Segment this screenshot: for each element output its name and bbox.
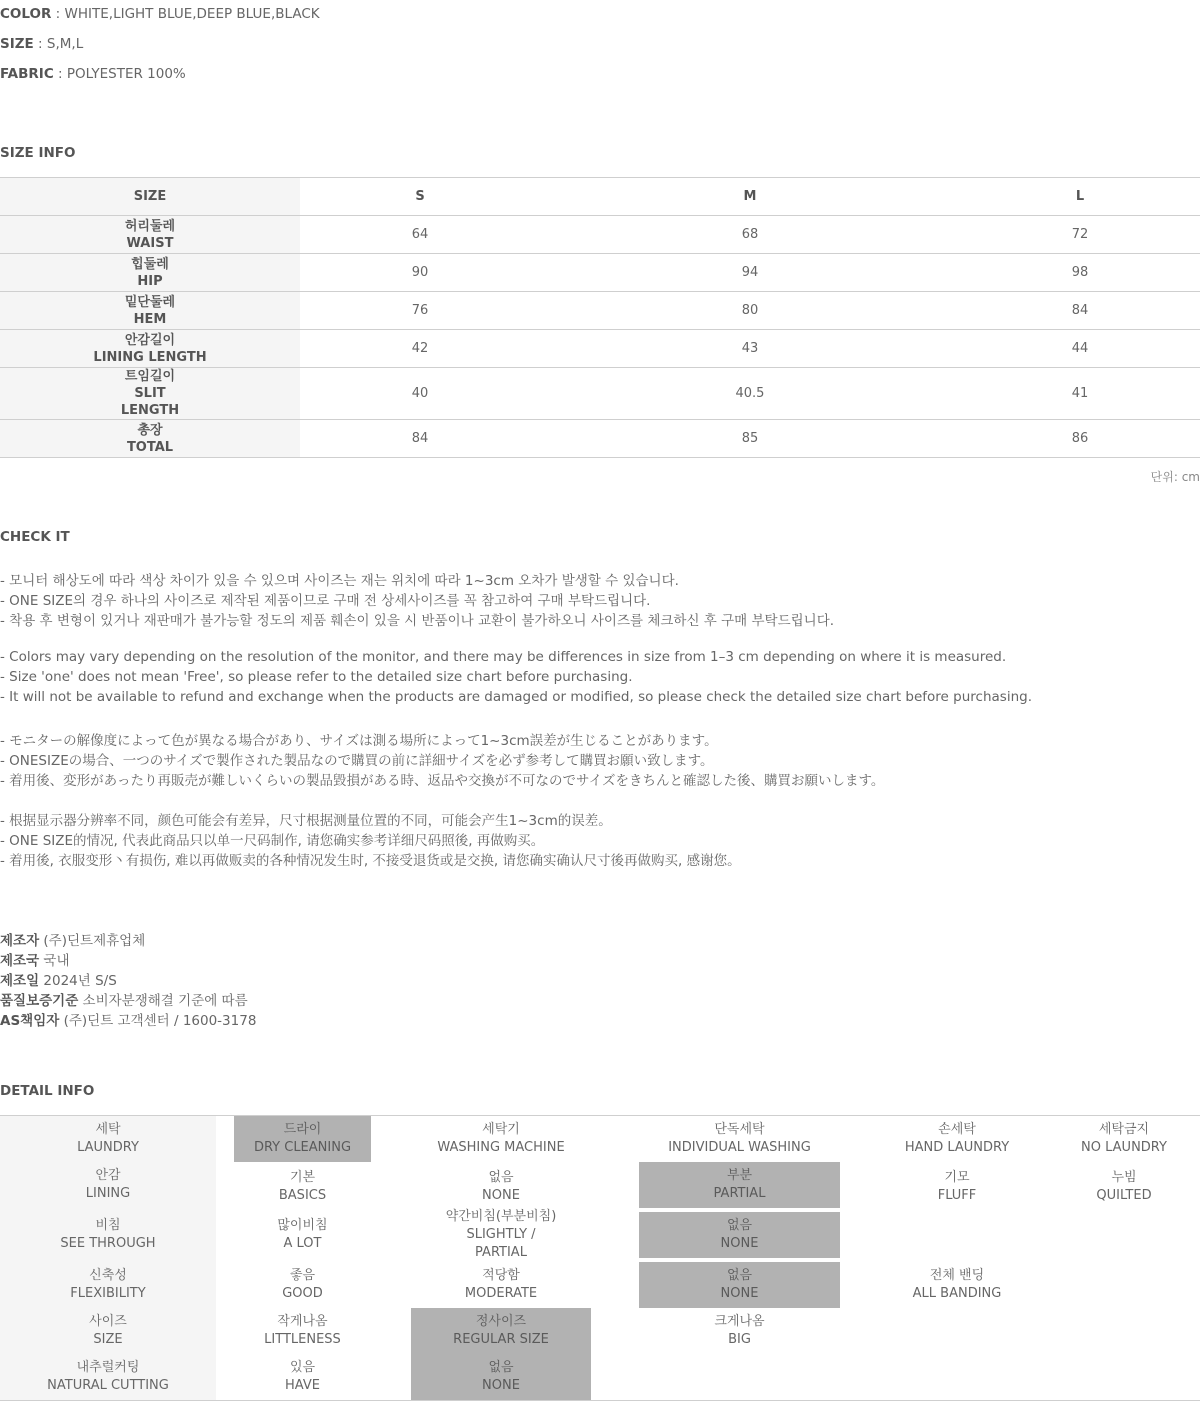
size-info-title: SIZE INFO	[0, 145, 76, 161]
maker-label: 제조자	[0, 933, 40, 949]
note-line: - 着用後、変形があったり再販売が難しいくらいの製品毀損がある時、返品や交換が不可なのでサイズをきちんと確認した後、購買お願いします。	[0, 773, 885, 789]
detail-option-selected	[234, 1116, 371, 1162]
table-header-cell: M	[540, 178, 960, 216]
detail-label-ko: 내추럴커팅	[76, 1360, 140, 1375]
row-label-en: SLIT	[134, 386, 166, 401]
note-line: - 착용 후 변형이 있거나 재판매가 불가능할 정도의 제품 훼손이 있을 시 반품이나 교환이 불가하오니 사이즈를 체크하신 후 구매 부탁드립니다.	[0, 613, 835, 629]
option-ko: 많이비침	[277, 1218, 328, 1233]
detail-option	[639, 1308, 840, 1354]
option-ko: 크게나옴	[714, 1314, 765, 1329]
option-en: PARTIAL	[713, 1186, 766, 1201]
option-en: QUILTED	[1096, 1188, 1152, 1203]
check-it-title: CHECK IT	[0, 529, 70, 545]
detail-option	[877, 1116, 1037, 1162]
row-label	[0, 216, 300, 254]
detail-option	[1049, 1116, 1199, 1162]
table-cell: 40	[300, 368, 540, 420]
detail-option	[234, 1262, 371, 1308]
maker-line	[0, 929, 145, 949]
detail-option	[877, 1164, 1037, 1210]
table-cell: 68	[540, 216, 960, 254]
note-line: - It will not be available to refund and exchange when the products are damaged or modified, so please check the detailed size chart before purchasing.	[0, 689, 1032, 705]
option-ko: 작게나옴	[277, 1314, 328, 1329]
detail-option-selected	[639, 1162, 840, 1208]
detail-label-en: NATURAL CUTTING	[47, 1378, 169, 1393]
detail-option	[411, 1164, 591, 1210]
detail-label-en: SEE THROUGH	[60, 1236, 156, 1251]
spec-value: : POLYESTER 100%	[53, 66, 186, 82]
table-cell: 90	[300, 254, 540, 292]
option-ko: 없음	[488, 1170, 514, 1185]
table-row	[0, 330, 1200, 368]
table-header-cell: SIZE	[0, 178, 300, 216]
maker-value: 소비자분쟁해결 기준에 따름	[78, 993, 248, 1009]
spec-size	[0, 36, 83, 52]
row-label	[0, 330, 300, 368]
row-label-en: HIP	[137, 273, 163, 289]
row-label-ko: 힙둘레	[131, 256, 169, 272]
detail-row-label	[0, 1212, 216, 1258]
note-line: - 모니터 해상도에 따라 색상 차이가 있을 수 있으며 사이즈는 재는 위치에 따라 1~3cm 오차가 발생할 수 있습니다.	[0, 573, 679, 589]
size-table	[0, 177, 1200, 458]
option-en: ALL BANDING	[912, 1286, 1002, 1301]
row-label-ko: 트임길이	[124, 369, 176, 384]
spec-label: COLOR	[0, 6, 52, 22]
row-label-ko: 허리둘레	[124, 218, 176, 234]
detail-option	[234, 1354, 371, 1400]
spec-color	[0, 6, 320, 22]
option-ko: 없음	[726, 1268, 753, 1283]
detail-info-title: DETAIL INFO	[0, 1083, 95, 1099]
option-en: BIG	[728, 1332, 751, 1347]
maker-line	[0, 989, 248, 1009]
detail-label-ko: 세탁	[95, 1122, 121, 1137]
table-row	[0, 216, 1200, 254]
row-label	[0, 368, 300, 420]
option-en: SLIGHTLY /	[466, 1227, 536, 1242]
option-en: PARTIAL	[475, 1245, 527, 1260]
row-label-ko: 총장	[137, 422, 163, 438]
row-label	[0, 254, 300, 292]
detail-option	[234, 1308, 371, 1354]
detail-label-en: LAUNDRY	[77, 1140, 139, 1155]
detail-option-selected	[411, 1308, 591, 1354]
table-row	[0, 368, 1200, 420]
row-label-ko: 밑단둘레	[124, 294, 176, 310]
note-line: - ONE SIZE의 경우 하나의 사이즈로 제작된 제품이므로 구매 전 상세사이즈를 꼭 참고하여 구매 부탁드립니다.	[0, 593, 651, 609]
table-cell: 98	[960, 254, 1200, 292]
row-label-en: HEM	[133, 311, 167, 327]
detail-label-en: LINING	[85, 1186, 131, 1201]
option-ko: 정사이즈	[475, 1314, 527, 1329]
option-ko: 손세탁	[938, 1122, 976, 1137]
note-line: - Size 'one' does not mean 'Free', so please refer to the detailed size chart before purchasing.	[0, 669, 633, 685]
option-ko: 누빔	[1111, 1170, 1137, 1185]
table-cell: 76	[300, 292, 540, 330]
table-cell: 80	[540, 292, 960, 330]
detail-row-label	[0, 1116, 216, 1162]
detail-label-en: FLEXIBILITY	[70, 1286, 146, 1301]
option-en: DRY CLEANING	[253, 1140, 352, 1155]
option-ko: 세탁기	[482, 1122, 520, 1137]
table-cell: 64	[300, 216, 540, 254]
maker-label: 품질보증기준	[0, 993, 79, 1009]
table-cell: 84	[960, 292, 1200, 330]
maker-label: AS책임자	[0, 1013, 60, 1029]
maker-label: 제조일	[0, 973, 40, 989]
maker-value: 2024년 S/S	[39, 973, 117, 989]
option-ko: 있음	[289, 1360, 316, 1375]
detail-label-en: SIZE	[93, 1332, 123, 1347]
option-en: MODERATE	[464, 1286, 538, 1301]
table-cell: 41	[960, 368, 1200, 420]
note-line: - 根据显示器分辨率不同，颜色可能会有差异，尺寸根据测量位置的不同，可能会产生1~3cm的误差。	[0, 813, 612, 829]
option-en: A LOT	[283, 1236, 322, 1251]
spec-label: FABRIC	[0, 66, 54, 82]
detail-option-selected	[411, 1354, 591, 1400]
row-label-ko: 안감길이	[124, 332, 176, 348]
option-en: LITTLENESS	[264, 1332, 341, 1347]
maker-line	[0, 969, 117, 989]
detail-option	[411, 1116, 591, 1162]
maker-value: (주)딘트 고객센터 / 1600-3178	[59, 1013, 257, 1029]
maker-value: (주)딘트제휴업체	[39, 933, 146, 949]
detail-row-label	[0, 1308, 216, 1354]
detail-option	[877, 1262, 1037, 1308]
note-line: - ONESIZEの場合、一つのサイズで製作された製品なので購買の前に詳細サイズを必ず参考して購買お願い致します。	[0, 753, 714, 769]
option-en: NONE	[482, 1378, 520, 1393]
maker-label: 제조국	[0, 953, 40, 969]
table-cell: 43	[540, 330, 960, 368]
option-ko: 드라이	[283, 1122, 322, 1137]
option-en: NO LAUNDRY	[1081, 1140, 1167, 1155]
detail-row-label	[0, 1354, 216, 1400]
option-en: BASICS	[278, 1188, 327, 1203]
table-cell: 72	[960, 216, 1200, 254]
detail-option-selected	[639, 1212, 840, 1258]
option-ko: 전체 밴딩	[929, 1268, 985, 1283]
option-en: REGULAR SIZE	[453, 1332, 549, 1347]
option-ko: 없음	[726, 1218, 753, 1233]
detail-option	[639, 1116, 840, 1162]
detail-option	[234, 1164, 371, 1210]
detail-row-label	[0, 1162, 216, 1208]
table-header-cell: S	[300, 178, 540, 216]
option-en: HAND LAUNDRY	[904, 1140, 1010, 1155]
detail-label-ko: 안감	[95, 1168, 121, 1183]
spec-fabric	[0, 66, 186, 82]
table-cell: 42	[300, 330, 540, 368]
table-row	[0, 420, 1200, 458]
detail-option	[411, 1208, 591, 1262]
row-label-en: WAIST	[126, 235, 174, 251]
table-header-cell: L	[960, 178, 1200, 216]
option-ko: 좋음	[289, 1268, 316, 1283]
option-ko: 적당함	[482, 1268, 520, 1283]
detail-label-ko: 신축성	[89, 1268, 127, 1283]
table-row	[0, 292, 1200, 330]
option-en: NONE	[720, 1286, 759, 1301]
option-ko: 없음	[488, 1360, 514, 1375]
detail-label-ko: 사이즈	[89, 1314, 127, 1329]
detail-option	[1049, 1164, 1199, 1210]
option-ko: 기모	[944, 1170, 970, 1185]
table-cell: 44	[960, 330, 1200, 368]
row-label-en: TOTAL	[126, 439, 174, 455]
note-line: - 着用後, 衣服变形丶有损伤, 难以再做贩卖的各种情况发生时, 不接受退货或是交换, 请您确实确认尺寸後再做购买, 感谢您。	[0, 853, 741, 869]
maker-line	[0, 949, 70, 969]
row-label	[0, 420, 300, 458]
maker-line	[0, 1009, 256, 1029]
detail-row-label	[0, 1262, 216, 1308]
detail-option	[411, 1262, 591, 1308]
detail-label-ko: 비침	[95, 1218, 121, 1233]
option-en: NONE	[720, 1236, 759, 1251]
note-line: - Colors may vary depending on the resolution of the monitor, and there may be differences in size from 1–3 cm depending on where it is measured.	[0, 649, 1007, 665]
option-en: INDIVIDUAL WASHING	[668, 1140, 811, 1155]
note-line: - モニターの解像度によって色が異なる場合があり、サイズは測る場所によって1~3cm誤差が生じることがあります。	[0, 733, 718, 749]
row-label-en: LENGTH	[120, 403, 180, 418]
row-label-en: LINING LENGTH	[93, 349, 207, 365]
maker-value: 국내	[39, 953, 70, 969]
spec-value: : S,M,L	[33, 36, 84, 52]
detail-option-selected	[639, 1262, 840, 1308]
row-label	[0, 292, 300, 330]
table-cell: 85	[540, 420, 960, 458]
unit-label: 단위: cm	[1150, 470, 1200, 484]
note-line: - ONE SIZE的情况, 代表此商品只以单一尺码制作, 请您确实参考详细尺码照後, 再做购买。	[0, 833, 545, 849]
table-cell: 84	[300, 420, 540, 458]
option-ko: 세탁금지	[1098, 1122, 1150, 1137]
option-en: GOOD	[282, 1286, 323, 1301]
option-ko: 단독세탁	[714, 1122, 765, 1137]
option-ko: 기본	[289, 1170, 316, 1185]
option-en: NONE	[482, 1188, 520, 1203]
table-cell: 40.5	[540, 368, 960, 420]
option-en: FLUFF	[937, 1188, 977, 1203]
table-header-row	[0, 178, 1200, 216]
spec-label: SIZE	[0, 36, 34, 52]
spec-value: : WHITE,LIGHT BLUE,DEEP BLUE,BLACK	[51, 6, 320, 22]
option-en: WASHING MACHINE	[437, 1140, 565, 1155]
option-ko: 약간비침(부분비침)	[445, 1209, 557, 1224]
option-en: HAVE	[285, 1378, 320, 1393]
table-row	[0, 254, 1200, 292]
detail-option	[234, 1212, 371, 1258]
table-cell: 94	[540, 254, 960, 292]
option-ko: 부분	[726, 1168, 753, 1183]
table-cell: 86	[960, 420, 1200, 458]
